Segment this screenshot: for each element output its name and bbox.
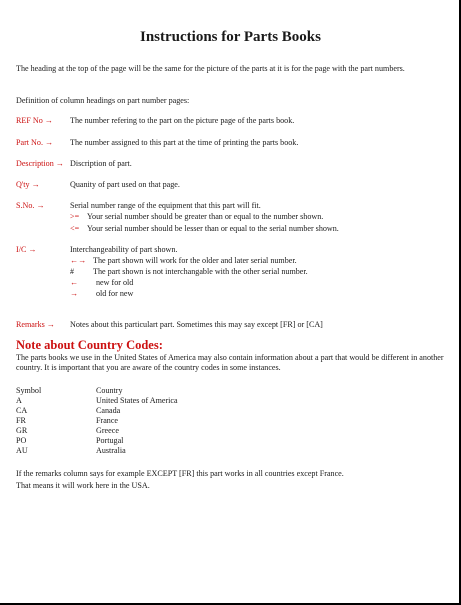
footer-line-2: That means it will work here in the USA. bbox=[16, 481, 150, 490]
country-column-header: Country bbox=[96, 386, 123, 395]
ic-symbol-right-arrow: → bbox=[70, 289, 79, 298]
country-name: Greece bbox=[96, 426, 119, 435]
ic-term: I/C → bbox=[16, 245, 37, 254]
country-name: United States of America bbox=[96, 396, 178, 405]
country-code: PO bbox=[16, 436, 27, 445]
country-code: AU bbox=[16, 446, 28, 455]
sno-symbol-lte: <= bbox=[70, 224, 80, 233]
definition-line: Definition of column headings on part number pages: bbox=[16, 96, 190, 105]
ic-line-new-for-old: new for old bbox=[96, 278, 134, 287]
sno-term: S.No. → bbox=[16, 201, 45, 210]
description-desc: Discription of part. bbox=[70, 159, 132, 168]
ic-symbol-left-arrow: ← bbox=[70, 278, 79, 287]
country-code: A bbox=[16, 396, 22, 405]
sno-symbol-gte: >= bbox=[70, 212, 80, 221]
country-name: Australia bbox=[96, 446, 126, 455]
sno-line-gte: Your serial number should be greater than or equal to the number shown. bbox=[87, 212, 324, 221]
ref-no-desc: The number refering to the part on the picture page of the parts book. bbox=[70, 116, 295, 125]
qty-term: Q'ty → bbox=[16, 180, 40, 189]
country-code: FR bbox=[16, 416, 26, 425]
part-no-term: Part No. → bbox=[16, 138, 54, 147]
page-title: Instructions for Parts Books bbox=[140, 29, 321, 45]
country-codes-paragraph: The parts books we use in the United States of America may also contain information about a part that would be different in another country. It is important that you are aware of the country codes in some instances. bbox=[16, 353, 444, 372]
ic-line-both: The part shown will work for the older and later serial number. bbox=[93, 256, 297, 265]
part-no-desc: The number assigned to this part at the time of printing the parts book. bbox=[70, 138, 299, 147]
ref-no-term: REF No → bbox=[16, 116, 53, 125]
ic-line-hash: The part shown is not interchangable with the other serial number. bbox=[93, 267, 308, 276]
remarks-term: Remarks → bbox=[16, 320, 55, 329]
country-codes-heading: Note about Country Codes: bbox=[16, 338, 163, 352]
remarks-desc: Notes about this particulart part. Sometimes this may say except [FR] or [CA] bbox=[70, 320, 323, 329]
country-code: GR bbox=[16, 426, 28, 435]
sno-desc: Serial number range of the equipment that this part will fit. bbox=[70, 201, 261, 210]
intro-paragraph: The heading at the top of the page will be the same for the picture of the parts at it is for the page with the part numbers. bbox=[16, 64, 405, 73]
ic-desc: Interchangeability of part shown. bbox=[70, 245, 178, 254]
footer-line-1: If the remarks column says for example EXCEPT [FR] this part works in all countries except France. bbox=[16, 469, 344, 478]
sno-line-lte: Your serial number should be lesser than or equal to the serial number shown. bbox=[87, 224, 339, 233]
symbol-column-header: Symbol bbox=[16, 386, 42, 395]
ic-line-old-for-new: old for new bbox=[96, 289, 134, 298]
country-name: France bbox=[96, 416, 119, 425]
qty-desc: Quanity of part used on that page. bbox=[70, 180, 180, 189]
country-code: CA bbox=[16, 406, 28, 415]
ic-symbol-hash: # bbox=[70, 267, 75, 276]
ic-symbol-both-arrows: ←→ bbox=[70, 256, 87, 265]
country-name: Portugal bbox=[96, 436, 124, 445]
description-term: Description → bbox=[16, 159, 64, 168]
country-name: Canada bbox=[96, 406, 121, 415]
